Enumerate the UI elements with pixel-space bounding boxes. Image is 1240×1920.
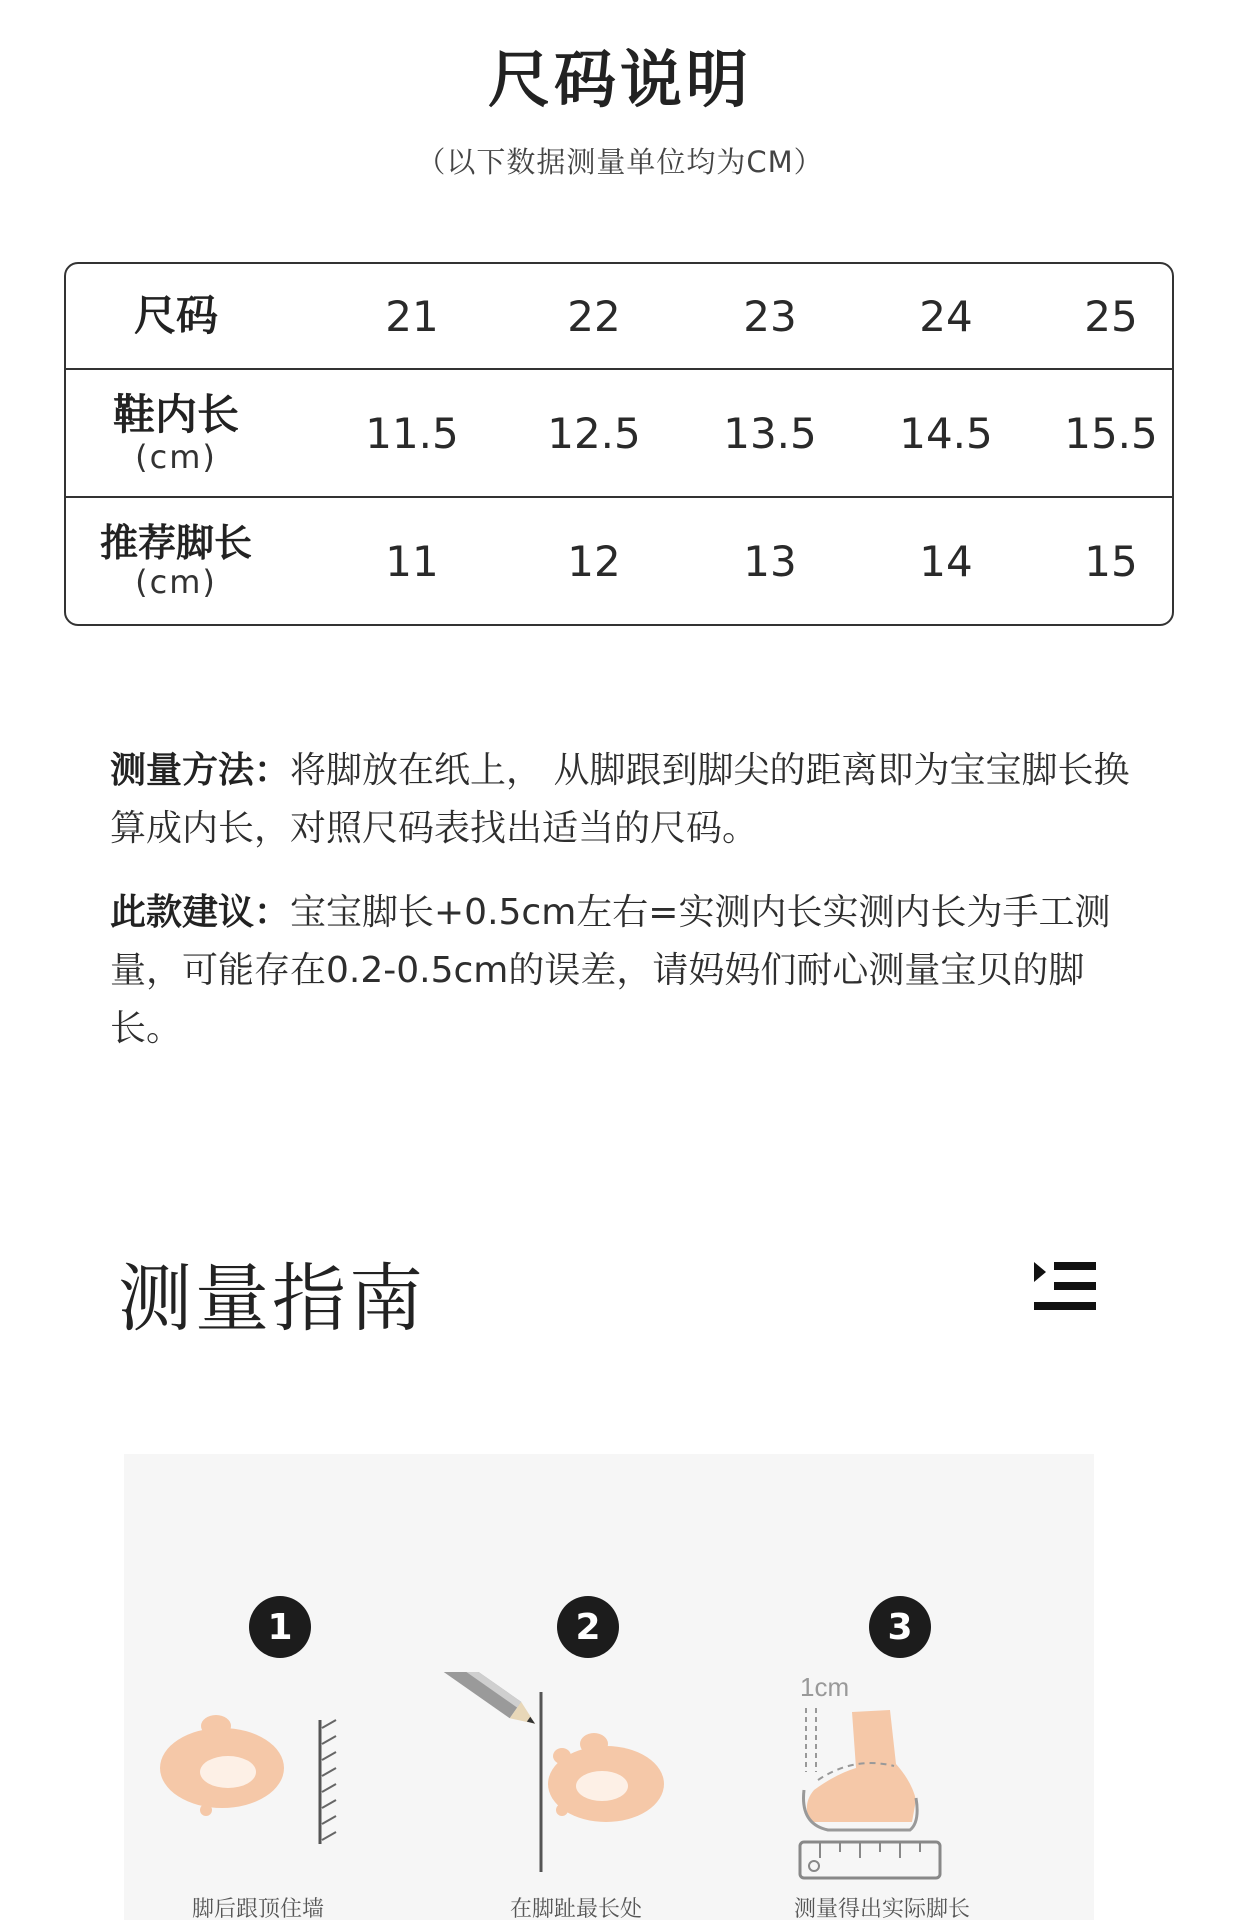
measure-guide-panel: [124, 1454, 1094, 1920]
step-caption: 测量得出实际脚长: [793, 1897, 970, 1920]
table-row-inner-length: [66, 370, 1172, 498]
table-cell: 25: [1084, 291, 1138, 341]
size-table: [64, 262, 1174, 626]
foot-ruler-icon: [744, 1672, 1044, 1882]
row-header-size: [66, 264, 286, 368]
row-header-foot-length: [66, 498, 286, 624]
step-number-badge: 1: [249, 1596, 311, 1658]
table-cell: 23: [743, 291, 797, 341]
table-cell: 11: [385, 536, 439, 586]
table-cell: 13.5: [723, 408, 817, 458]
row-header-label: 尺码: [133, 290, 218, 340]
table-cell: 24: [919, 291, 973, 341]
table-cell: 13: [743, 536, 797, 586]
guide-step-1: [124, 1454, 424, 1920]
table-row-foot-length: [66, 498, 1172, 624]
note-label: 测量方法：: [110, 750, 291, 791]
table-row-size: [66, 264, 1172, 370]
row-header-inner-length: [66, 370, 286, 496]
table-cell: 11.5: [365, 408, 459, 458]
table-cell: 14: [919, 536, 973, 586]
step-caption: 在脚趾最长处: [509, 1897, 642, 1920]
table-cell: 14.5: [899, 408, 993, 458]
row-header-unit: (cm): [135, 563, 217, 602]
list-menu-icon: [1034, 1258, 1096, 1314]
guide-step-2: [434, 1454, 734, 1920]
step-number-badge: 2: [557, 1596, 619, 1658]
note-text: 将脚放在纸上， 从脚跟到脚尖的距离即为宝宝脚长换算成内长，对照尺码表找出适当的尺码。: [110, 750, 1130, 849]
table-cell: 15.5: [1064, 408, 1158, 458]
measure-method-note: [110, 742, 1130, 858]
table-cell: 22: [567, 291, 621, 341]
table-cell: 21: [385, 291, 439, 341]
row-header-unit: (cm): [135, 437, 217, 476]
step-caption: 脚后跟顶住墙: [191, 1897, 324, 1920]
guide-title: 测量指南: [118, 1256, 426, 1342]
table-cell: 12.5: [547, 408, 641, 458]
note-text: 宝宝脚长+0.5cm左右=实测内长实测内长为手工测量，可能存在0.2-0.5cm的误差，请妈妈们耐心测量宝贝的脚长。: [110, 892, 1111, 1049]
table-cell: 12: [567, 536, 621, 586]
note-label: 此款建议：: [110, 892, 291, 933]
fit-advice-note: [110, 884, 1130, 1058]
page-subtitle: （以下数据测量单位均为CM）: [416, 145, 824, 179]
row-header-label: 推荐脚长: [99, 520, 252, 565]
row-header-label: 鞋内长: [112, 390, 239, 440]
pencil-mark-toe-icon: [434, 1672, 734, 1882]
table-cell: 15: [1084, 536, 1138, 586]
step-number-badge: 3: [869, 1596, 931, 1658]
foot-against-wall-icon: [124, 1672, 424, 1882]
page-title: 尺码说明: [487, 43, 752, 116]
ruler-label: 1cm: [800, 1672, 850, 1702]
guide-step-3: [744, 1454, 1044, 1920]
